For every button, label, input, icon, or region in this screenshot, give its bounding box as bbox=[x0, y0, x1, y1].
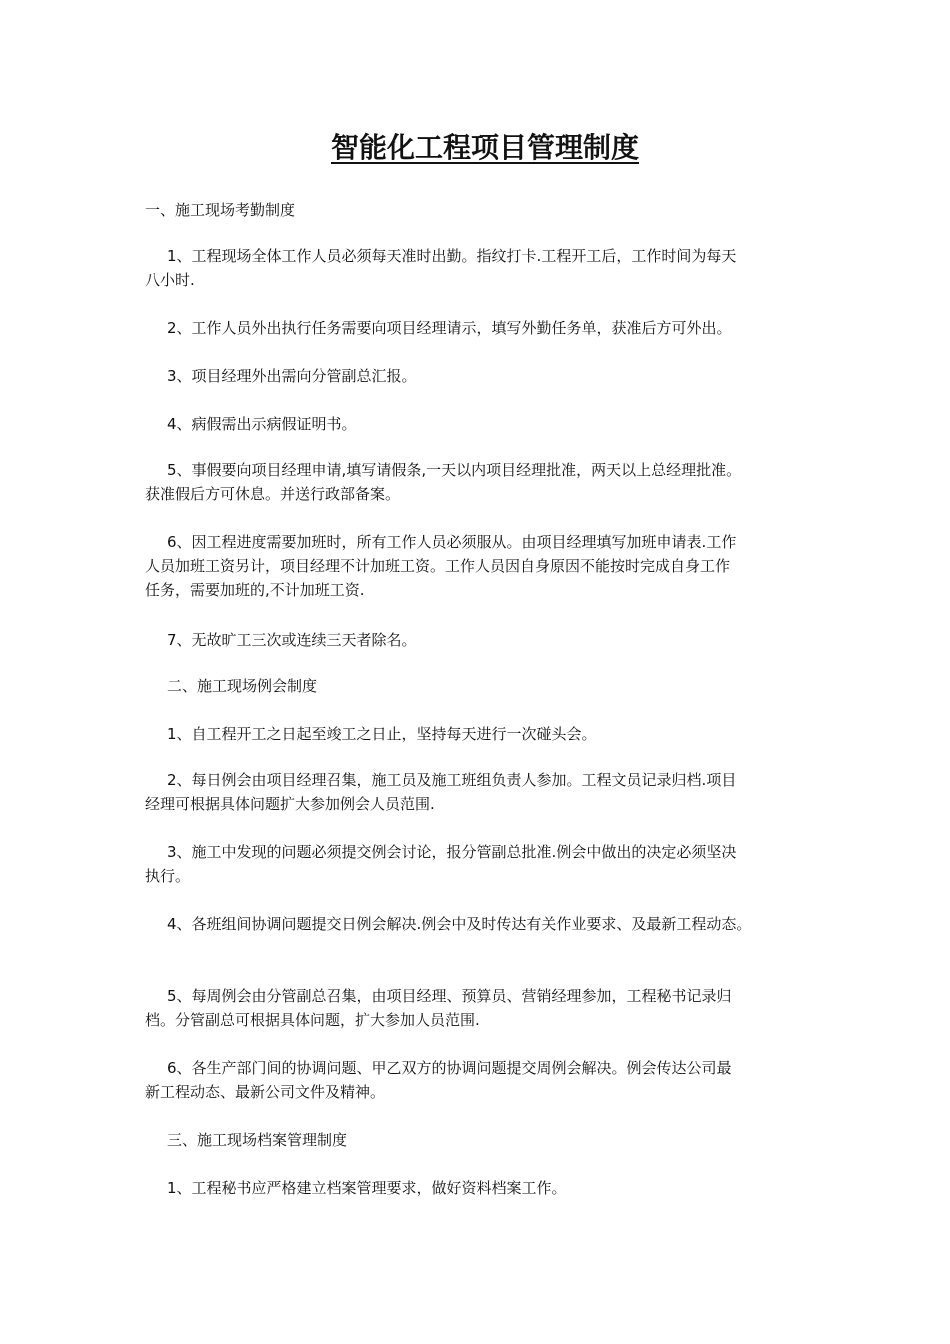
paragraph-meetings-2 bbox=[145, 768, 810, 816]
paragraph-line: 5、每周例会由分管副总召集，由项目经理、预算员、营销经理参加，工程秘书记录归 bbox=[167, 987, 732, 1005]
paragraph-line: 任务，需要加班的,不计加班工资. bbox=[145, 581, 365, 599]
paragraph-attendance-4: 4、病假需出示病假证明书。 bbox=[167, 415, 357, 433]
paragraph-attendance-3: 3、项目经理外出需向分管副总汇报。 bbox=[167, 367, 417, 385]
paragraph-line: 5、事假要向项目经理申请,填写请假条,一天以内项目经理批准，两天以上总经理批准。 bbox=[167, 461, 742, 479]
paragraph-line: 执行。 bbox=[145, 867, 191, 885]
paragraph-meetings-6 bbox=[145, 1056, 810, 1104]
paragraph-attendance-6 bbox=[145, 530, 810, 602]
paragraph-meetings-4: 4、各班组间协调问题提交日例会解决.例会中及时传达有关作业要求、及最新工程动态。 bbox=[167, 915, 752, 933]
paragraph-meetings-1: 1、自工程开工之日起至竣工之日止，坚持每天进行一次碰头会。 bbox=[167, 725, 597, 743]
paragraph-line: 经理可根据具体问题扩大参加例会人员范围. bbox=[145, 795, 435, 813]
section-heading-attendance: 一、施工现场考勤制度 bbox=[145, 201, 296, 219]
document-title: 智能化工程项目管理制度 bbox=[330, 131, 639, 164]
paragraph-line: 人员加班工资另计，项目经理不计加班工资。工作人员因自身原因不能按时完成自身工作 bbox=[145, 557, 731, 575]
paragraph-attendance-5 bbox=[145, 458, 810, 506]
paragraph-line: 3、施工中发现的问题必须提交例会讨论，报分管副总批准.例会中做出的决定必须坚决 bbox=[167, 843, 737, 861]
paragraph-line: 八小时. bbox=[145, 271, 195, 289]
paragraph-line: 获准假后方可休息。并送行政部备案。 bbox=[145, 485, 401, 503]
paragraph-archives-1: 1、工程秘书应严格建立档案管理要求，做好资料档案工作。 bbox=[167, 1179, 567, 1197]
section-heading-meetings: 二、施工现场例会制度 bbox=[167, 677, 318, 695]
paragraph-line: 档。分管副总可根据具体问题，扩大参加人员范围. bbox=[145, 1011, 480, 1029]
paragraph-line: 新工程动态、最新公司文件及精神。 bbox=[145, 1083, 386, 1101]
paragraph-meetings-3 bbox=[145, 840, 810, 888]
paragraph-attendance-1 bbox=[145, 244, 810, 292]
paragraph-line: 6、因工程进度需要加班时，所有工作人员必须服从。由项目经理填写加班申请表.工作 bbox=[167, 533, 737, 551]
paragraph-line: 6、各生产部门间的协调问题、甲乙双方的协调问题提交周例会解决。例会传达公司最 bbox=[167, 1059, 732, 1077]
paragraph-line: 1、工程现场全体工作人员必须每天准时出勤。指纹打卡.工程开工后，工作时间为每天 bbox=[167, 247, 737, 265]
section-heading-archives: 三、施工现场档案管理制度 bbox=[167, 1131, 348, 1149]
paragraph-meetings-5 bbox=[145, 984, 810, 1032]
paragraph-attendance-2: 2、工作人员外出执行任务需要向项目经理请示，填写外勤任务单，获准后方可外出。 bbox=[167, 319, 732, 337]
paragraph-attendance-7: 7、无故旷工三次或连续三天者除名。 bbox=[167, 631, 417, 649]
paragraph-line: 2、每日例会由项目经理召集，施工员及施工班组负责人参加。工程文员记录归档.项目 bbox=[167, 771, 737, 789]
